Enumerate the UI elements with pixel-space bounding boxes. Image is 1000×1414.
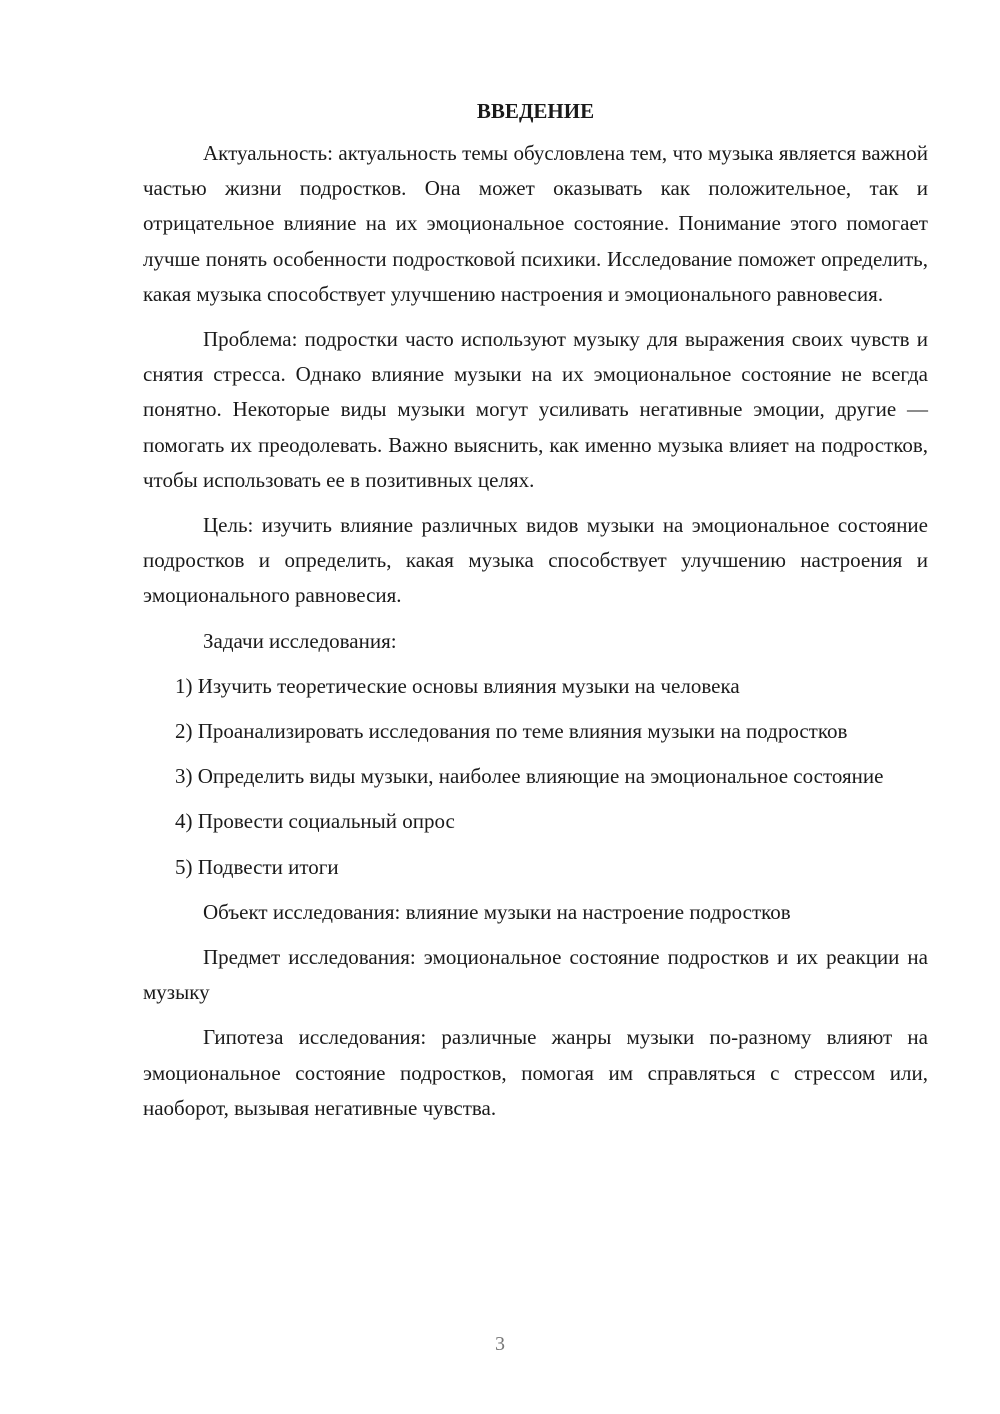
document-page (143, 96, 928, 1136)
relevance-paragraph: Актуальность: актуальность темы обусловлена тем, что музыка является важной частью жизни подростков. Она может оказывать как положительное, так и отрицательное влияние на их эмоциональное состояние. Понимание этого помогает лучше понять особенности подростковой психики. Исследование поможет определить, какая музыка способствует улучшению настроения и эмоционального равновесия. (143, 141, 928, 306)
task-item: 3) Определить виды музыки, наиболее влияющие на эмоциональное состояние (175, 764, 884, 789)
subject-paragraph: Предмет исследования: эмоциональное состояние подростков и их реакции на музыку (143, 945, 928, 1005)
task-item: 1) Изучить теоретические основы влияния музыки на человека (175, 673, 740, 698)
problem-paragraph: Проблема: подростки часто используют музыку для выражения своих чувств и снятия стресса. Однако влияние музыки на их эмоциональное состояние не всегда понятно. Некоторые виды музыки могут усиливать негативные эмоции, другие — помогать их преодолевать. Важно выяснить, как именно музыка влияет на подростков, чтобы использовать ее в позитивных целях. (143, 327, 928, 492)
goal-paragraph: Цель: изучить влияние различных видов музыки на эмоциональное состояние подростков и определить, какая музыка способствует улучшению настроения и эмоционального равновесия. (143, 513, 928, 608)
task-item: 2) Проанализировать исследования по теме влияния музыки на подростков (175, 719, 848, 744)
task-item: 5) Подвести итоги (175, 854, 339, 879)
hypothesis-paragraph: Гипотеза исследования: различные жанры музыки по-разному влияют на эмоциональное состояние подростков, помогая им справляться с стрессом или, наоборот, вызывая негативные чувства. (143, 1025, 928, 1120)
tasks-heading: Задачи исследования: (203, 628, 397, 653)
page-number: 3 (495, 1333, 505, 1355)
object-paragraph: Объект исследования: влияние музыки на настроение подростков (203, 899, 791, 924)
section-heading: ВВЕДЕНИЕ (476, 99, 595, 123)
task-item: 4) Провести социальный опрос (175, 809, 455, 834)
